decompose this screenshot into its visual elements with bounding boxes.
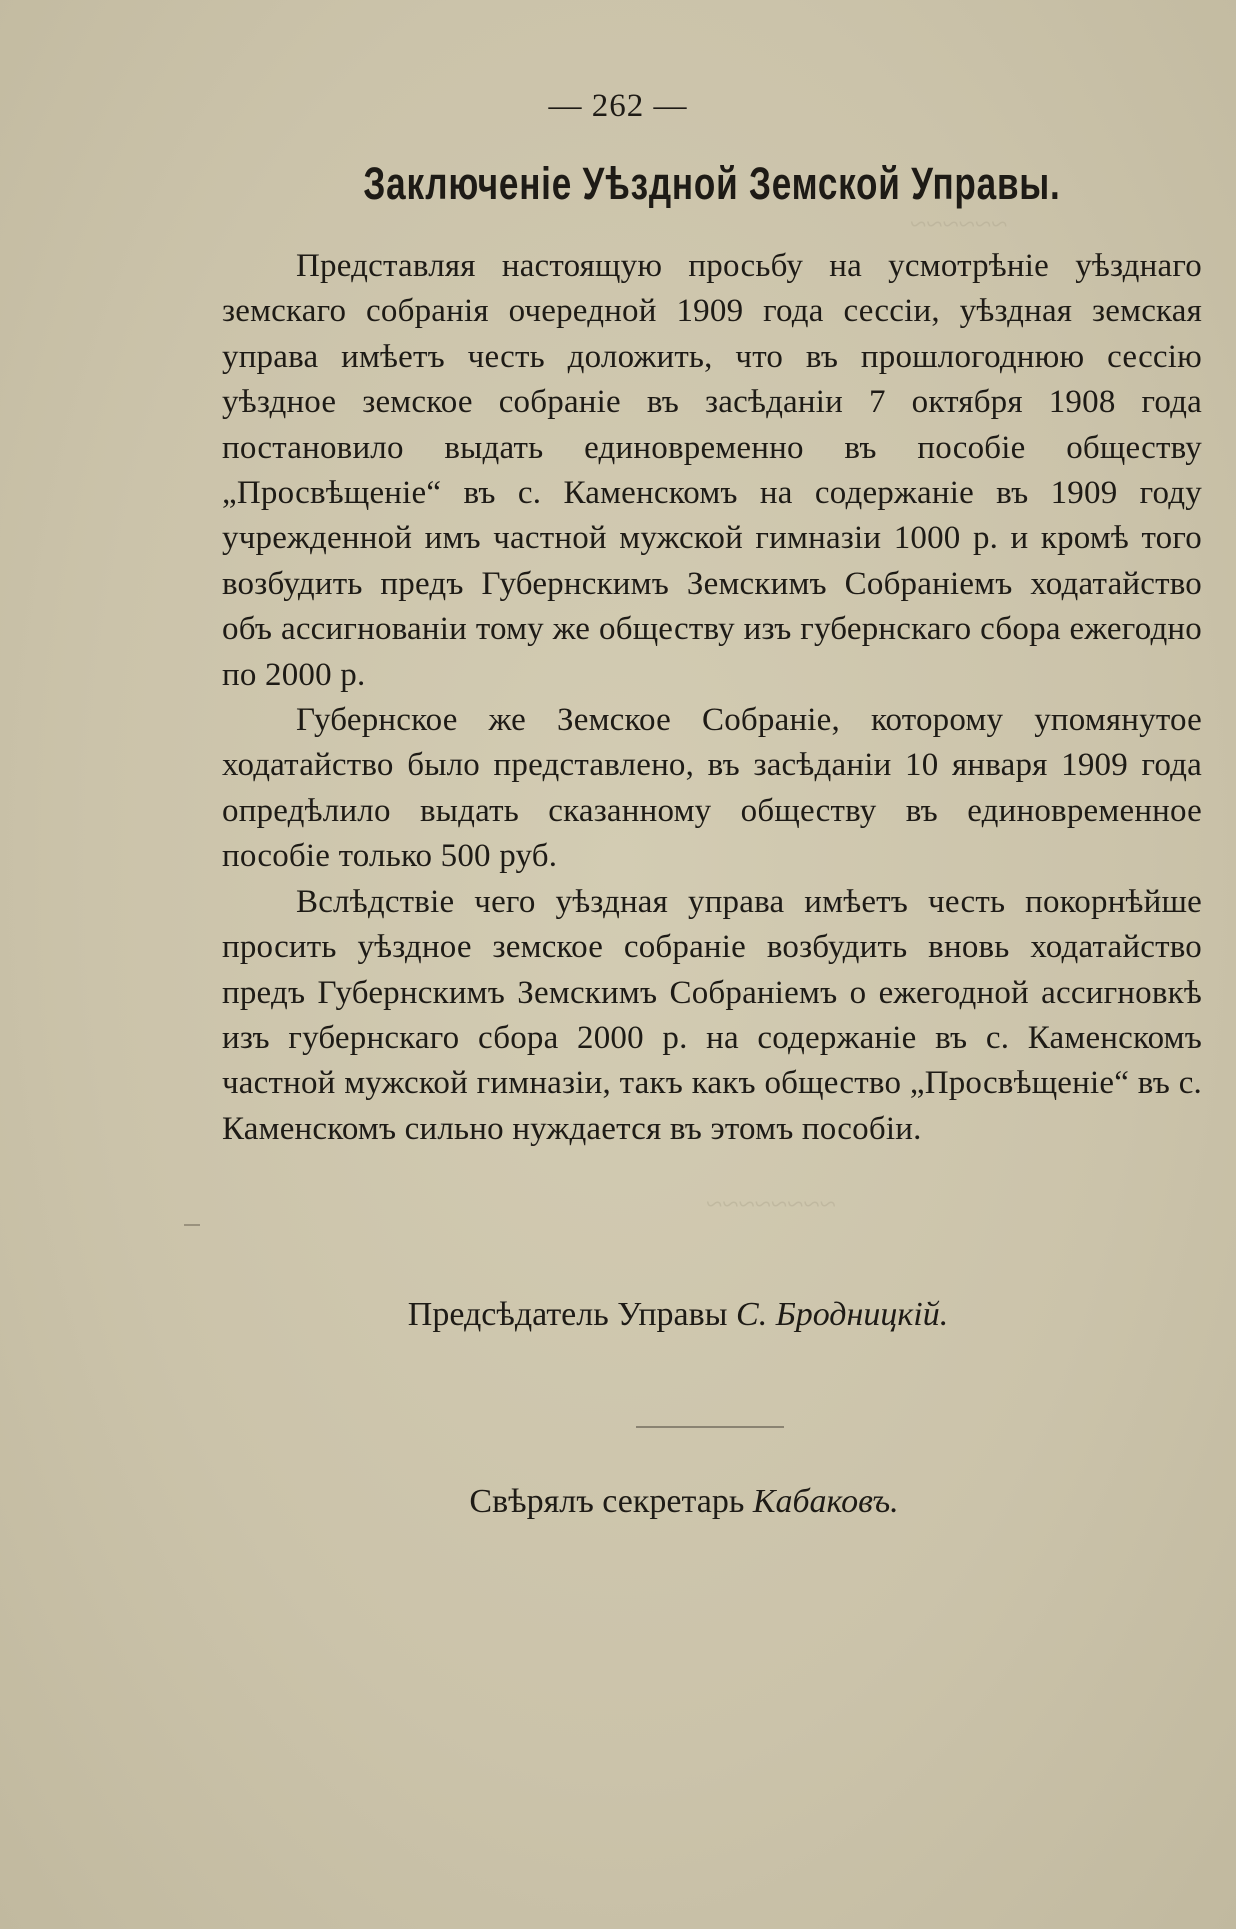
paragraph: Губернское же Земское Собраніе, которому упомянутое ходатайство было представлено, въ засѣданіи 10 января 1909 года опредѣлило выдать сказанному обществу въ единовременное пособіе только 500 руб. — [222, 702, 1202, 875]
secretary-label: Свѣрялъ секретарь — [469, 1483, 745, 1520]
page-number: — 262 — — [548, 88, 688, 124]
section-title: Заключеніе Уѣздной Земской Управы. — [363, 158, 1061, 209]
bleed-through-mark: ~~~~~~~~ — [706, 1188, 836, 1221]
body-text — [222, 244, 1202, 1152]
secretary-signature — [66, 1483, 1236, 1521]
secretary-name: Кабаковъ. — [752, 1483, 899, 1520]
paragraph: Представляя настоящую просьбу на усмотрѣніе уѣзднаго земскаго собранія очередной 1909 года сессіи, уѣздная земская управа имѣетъ честь доложить, что въ прошлогоднюю сессію уѣздное земское собраніе въ засѣданіи 7 октября 1908 года постановило выдать единовременно въ пособіе обществу „Просвѣщеніе“ въ с. Каменскомъ на содержаніе въ 1909 году учрежденной имъ частной мужской гимназіи 1000 р. и кромѣ того возбудить предъ Губернскимъ Земскимъ Собраніемъ ходатайство объ ассигнованіи тому же обществу изъ губернскаго сбора ежегодно по 2000 р. — [222, 248, 1202, 693]
chairman-signature — [60, 1296, 1236, 1334]
margin-mark — [184, 1224, 200, 1226]
bleed-through-mark: ~~~~~~ — [910, 208, 1008, 241]
divider-line — [636, 1426, 784, 1428]
chairman-label: Предсѣдатель Управы — [407, 1296, 728, 1333]
chairman-name: С. Бродницкій. — [736, 1296, 949, 1333]
paragraph: Вслѣдствіе чего уѣздная управа имѣетъ честь покорнѣйше просить уѣздное земское собраніе возбудить вновь ходатайство предъ Губернскимъ Земскимъ Собраніемъ о ежегодной ассигновкѣ изъ губернскаго сбора 2000 р. на содержаніе въ с. Каменскомъ частной мужской гимназіи, такъ какъ общество „Просвѣщеніе“ въ с. Каменскомъ сильно нуждается въ этомъ пособіи. — [222, 883, 1202, 1147]
